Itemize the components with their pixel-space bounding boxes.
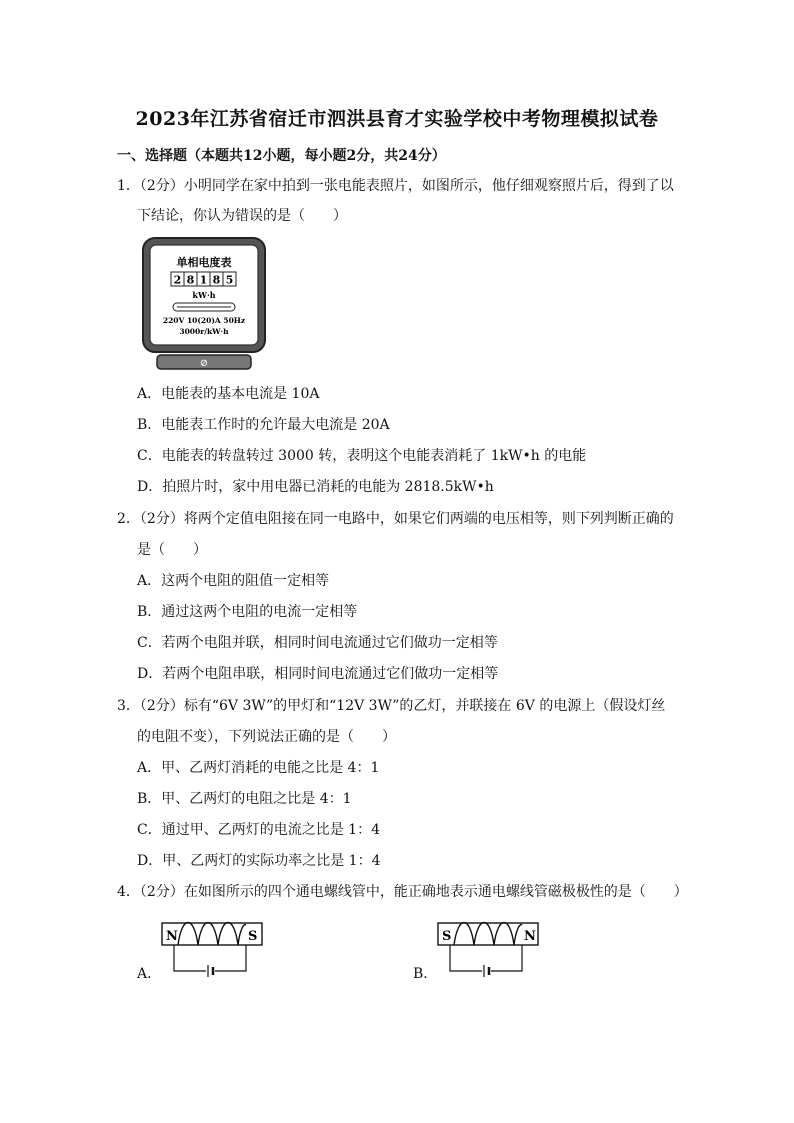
meter-digit: 8 xyxy=(212,273,221,287)
solenoid-figure-a xyxy=(160,915,270,977)
meter-disc-window xyxy=(173,303,235,311)
section-heading: 一、选择题（本题共12小题，每小题2分，共24分） xyxy=(117,148,446,164)
meter-unit: kW·h xyxy=(192,290,216,300)
question-1-option-b: B．电能表工作时的允许最大电流是 20A xyxy=(137,417,390,433)
question-4-line-1: 4．（2分）在如图所示的四个通电螺线管中，能正确地表示通电螺线管磁极极性的是（ ） xyxy=(117,884,688,900)
question-1-option-c: C．电能表的转盘转过 3000 转，表明这个电能表消耗了 1kW•h 的电能 xyxy=(137,448,587,464)
question-2-option-d: D．若两个电阻串联，相同时间电流通过它们做功一定相等 xyxy=(137,666,499,682)
question-3-option-c: C．通过甲、乙两灯的电流之比是 1：4 xyxy=(137,822,380,838)
question-1-line-2: 下结论，你认为错误的是（ ） xyxy=(137,208,347,224)
question-1-option-a: A．电能表的基本电流是 10A xyxy=(137,386,320,402)
meter-digit: 2 xyxy=(173,273,182,287)
solenoid-figure-b xyxy=(436,915,546,977)
question-2-option-b: B．通过这两个电阻的电流一定相等 xyxy=(137,604,358,620)
pole-label: N xyxy=(524,929,536,944)
question-3-option-a: A．甲、乙两灯消耗的电能之比是 4：1 xyxy=(137,760,380,776)
question-3-option-d: D．甲、乙两灯的实际功率之比是 1：4 xyxy=(137,853,381,869)
meter-spec: 220V 10(20)A 50Hz xyxy=(162,316,246,325)
question-1-option-d: D．拍照片时，家中用电器已消耗的电能为 2818.5kW•h xyxy=(137,479,494,495)
question-2-line-2: 是（ ） xyxy=(137,542,207,558)
meter-digits xyxy=(171,272,236,287)
meter-digit: 1 xyxy=(199,273,208,287)
meter-digit: 5 xyxy=(225,273,234,287)
meter-digit: 8 xyxy=(186,273,195,287)
question-4-option-b: B． xyxy=(413,966,438,982)
meter-rev: 3000r/kW·h xyxy=(179,327,229,336)
meter-title: 单相电度表 xyxy=(176,256,232,269)
page-title: 2023年江苏省宿迁市泗洪县育才实验学校中考物理模拟试卷 xyxy=(135,108,659,130)
pole-label: N xyxy=(166,929,178,944)
question-1-line-1: 1．（2分）小明同学在家中拍到一张电能表照片，如图所示，他仔细观察照片后，得到了以 xyxy=(117,178,674,194)
pole-label: S xyxy=(442,929,452,944)
electric-meter-figure xyxy=(141,236,267,371)
question-4-option-a: A． xyxy=(137,966,162,982)
meter-seal-icon: ⊘ xyxy=(199,358,209,369)
question-3-line-2: 的电阻不变），下列说法正确的是（ ） xyxy=(137,729,396,745)
question-2-option-c: C．若两个电阻并联，相同时间电流通过它们做功一定相等 xyxy=(137,635,498,651)
question-3-line-1: 3．（2分）标有“6V 3W”的甲灯和“12V 3W”的乙灯，并联接在 6V 的电源上（假设灯丝 xyxy=(117,698,666,714)
question-2-line-1: 2．（2分）将两个定值电阻接在同一电路中，如果它们两端的电压相等，则下列判断正确的 xyxy=(117,511,674,527)
question-3-option-b: B．甲、乙两灯的电阻之比是 4：1 xyxy=(137,791,352,807)
question-2-option-a: A．这两个电阻的阻值一定相等 xyxy=(137,573,330,589)
pole-label: S xyxy=(248,929,258,944)
